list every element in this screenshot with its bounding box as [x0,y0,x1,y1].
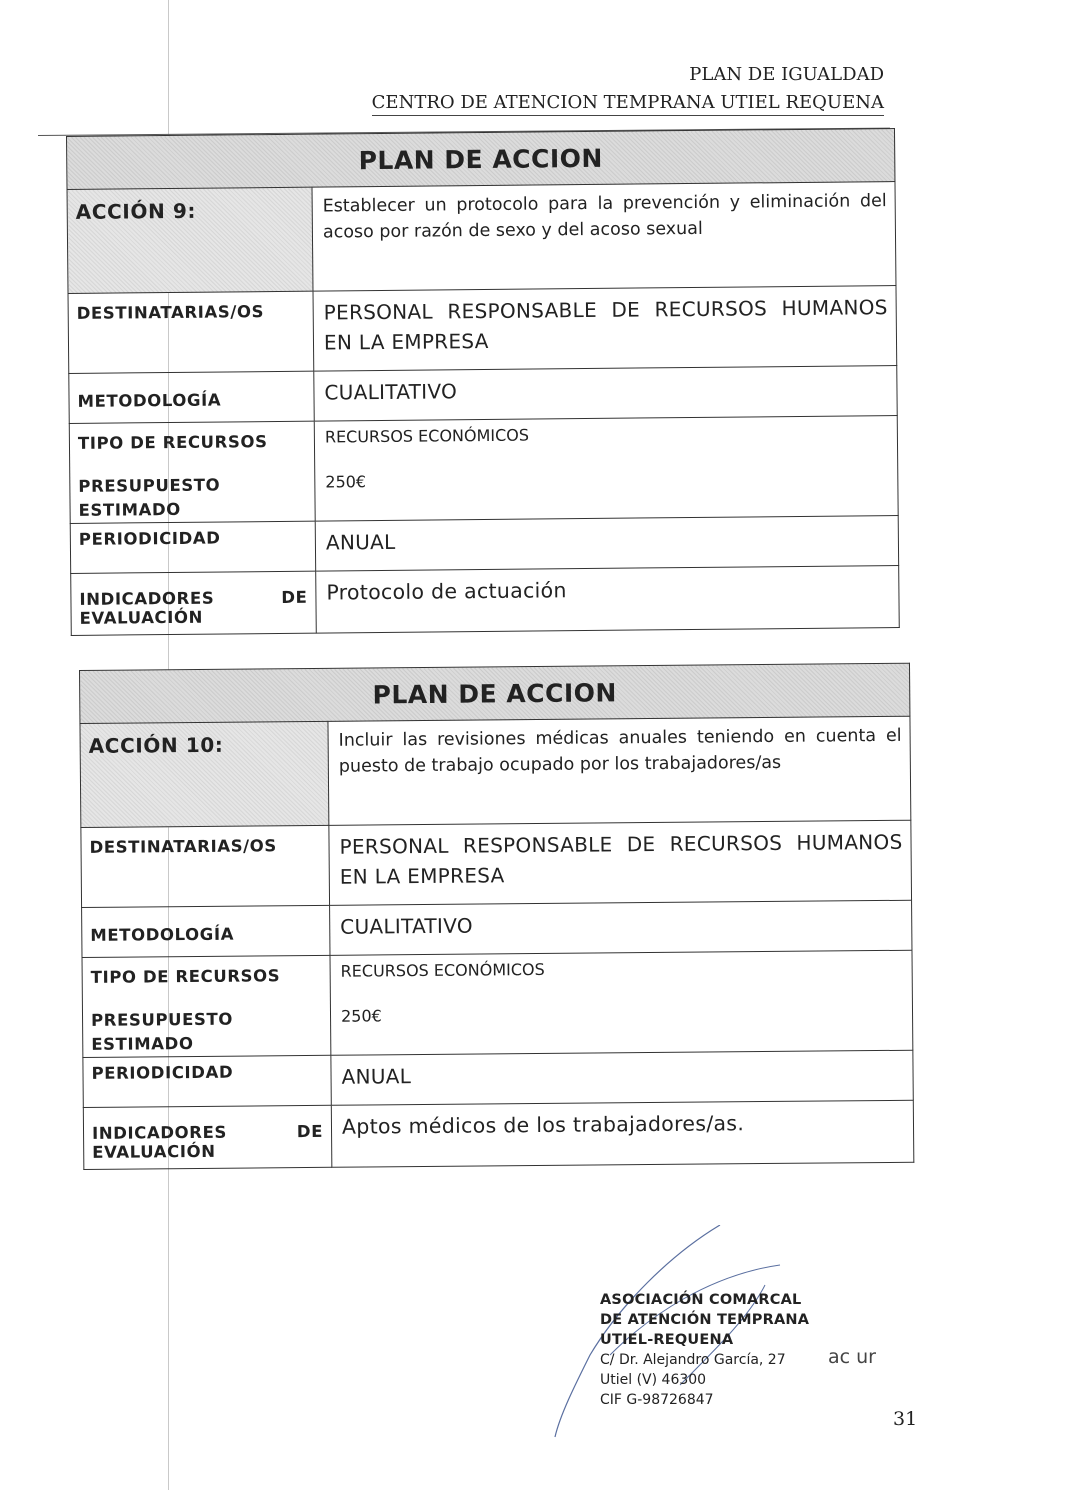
presupuesto-value: 250€ [325,472,367,492]
tipo-recursos-label: TIPO DE RECURSOS [77,432,268,453]
destinatarios-value: PERSONAL RESPONSABLE DE RECURSOS HUMANOS EN LA EMPRESA [313,286,897,372]
action-description: Establecer un protocolo para la prevención y eliminación del acoso por razón de sexo y del acoso sexual [312,182,896,292]
metodologia-value: CUALITATIVO [330,900,912,955]
destinatarios-label: DESTINATARIAS/OS [81,825,330,907]
tipo-recursos-value: RECURSOS ECONÓMICOS [324,425,530,447]
destinatarios-label: DESTINATARIAS/OS [68,291,314,373]
indicadores-label: INDICADORES DE EVALUACIÓN [71,571,317,635]
stamp-line-3: UTIEL-REQUENA [600,1332,734,1348]
recursos-presupuesto-value [314,416,898,522]
stamp-city: Utiel (V) 46300 [600,1372,707,1388]
recursos-presupuesto-value [330,950,913,1055]
page-number: 31 [893,1408,918,1430]
plan-banner: PLAN DE ACCION [67,129,895,190]
tipo-recursos-label: TIPO DE RECURSOS [90,966,281,987]
metodologia-label: METODOLOGÍA [69,371,314,423]
organization-logo: ac ur [828,1346,876,1368]
action-plan-table-10 [79,663,914,1170]
indicadores-value: Aptos médicos de los trabajadores/as. [331,1100,914,1167]
action-label: ACCIÓN 9: [67,187,313,293]
destinatarios-value: PERSONAL RESPONSABLE DE RECURSOS HUMANOS EN LA EMPRESA [329,820,912,905]
presupuesto-value: 250€ [340,1006,382,1026]
recursos-presupuesto-label [69,421,315,523]
stamp-address: C/ Dr. Alejandro García, 27 [600,1352,786,1368]
stamp-line-2: DE ATENCIÓN TEMPRANA [600,1312,810,1328]
action-plan-table-9 [66,128,900,636]
periodicidad-label: PERIODICIDAD [70,521,315,573]
periodicidad-value: ANUAL [331,1050,913,1105]
indicadores-label: INDICADORES DE EVALUACIÓN [83,1105,332,1169]
presupuesto-label: PRESUPUESTO ESTIMADO [78,475,221,520]
document-header-subtitle: CENTRO DE ATENCION TEMPRANA UTIEL REQUENA [372,92,884,116]
metodologia-value: CUALITATIVO [314,366,897,422]
document-header-title: PLAN DE IGUALDAD [689,64,884,85]
indicadores-value: Protocolo de actuación [316,566,900,634]
recursos-presupuesto-label [82,955,331,1057]
tipo-recursos-value: RECURSOS ECONÓMICOS [340,959,545,981]
action-description: Incluir las revisiones médicas anuales teniendo en cuenta el puesto de trabajo ocupado por los trabajadores/as [328,716,911,825]
metodologia-label: METODOLOGÍA [82,905,330,957]
action-label: ACCIÓN 10: [80,721,329,827]
stamp-cif: CIF G-98726847 [600,1392,714,1408]
stamp-line-1: ASOCIACIÓN COMARCAL [600,1292,802,1308]
organization-stamp [600,1290,809,1410]
plan-banner: PLAN DE ACCION [80,663,910,723]
presupuesto-label: PRESUPUESTO ESTIMADO [90,1009,234,1054]
periodicidad-value: ANUAL [315,516,898,572]
periodicidad-label: PERIODICIDAD [83,1055,331,1107]
